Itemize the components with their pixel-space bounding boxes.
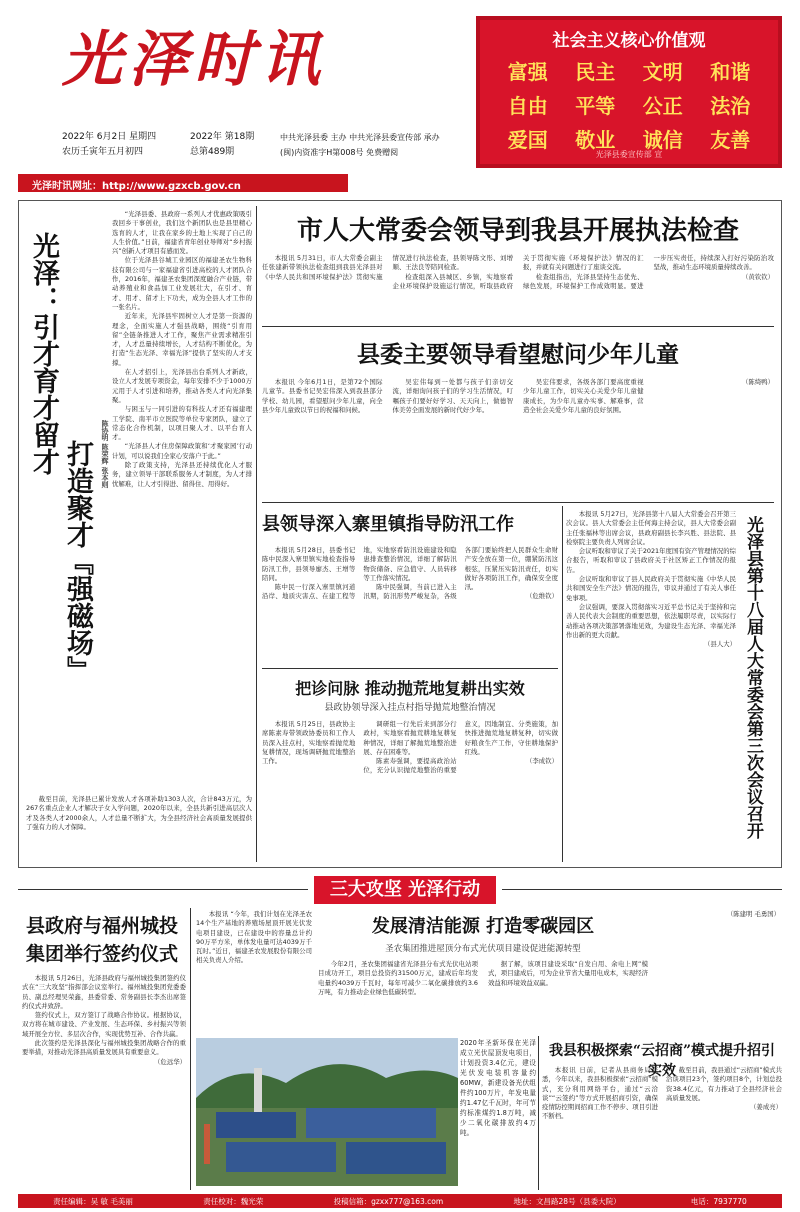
host-line: 中共光泽县委 主办 中共光泽县委宣传部 承办 (280, 133, 440, 142)
lunar-line: 农历壬寅年五月初四 (62, 147, 144, 157)
paragraph: 会议强调，要深入贯彻落实习近平总书记关于坚持和完善人民代表大会制度的重要思想，依法履职尽责，以实际行动推动各项决策部署落地见效，为建设生态光泽、幸福光泽作出新的更大贡献。 (566, 602, 736, 639)
paragraph: 检查组指出，光泽县坚持生态优先、绿色发展，环境保护工作成效明显。要进一步压实责任，持续深入打好污染防治攻坚战，推动生态环境质量持续改善。 (523, 254, 774, 290)
date-line: 2022年 6月2日 星期四 (62, 132, 157, 142)
core-value: 平等 (575, 94, 616, 118)
paragraph: 调研组一行先后来到部分行政村，实地察看抛荒耕地复耕复种情况，详细了解抛荒地整治进展、存在困难等。 (363, 720, 457, 756)
story8-headline: 我县积极探索“云招商”模式提升招引实效 (548, 1043, 776, 1079)
paragraph: 与困玉与一同引进的有科技人才还有福建理工学院、南平市立医院等单位专家团队，建立了常态化合作机制，以项目聚人才、以平台育人才。 (112, 405, 252, 442)
paragraph: 截至目前，光泽县已累计发放人才各项补助1303人次，合计843万元，为267名重点企业人才解决子女入学问题，2020年以来，全县共新引进高层次人才及各类人才2000余人，人才总量不断扩大，为全县经济社会高质量发展提供了强有力的人才保障。 (26, 795, 252, 831)
photo-caption: 2020年圣新环保在光泽成立光伏屋顶发电项目，计划投资3.4亿元，建设光伏发电装机容量约60MW，新建设备光伏组件约100万片，年发电量约1.47亿千瓦时，年可节约标准煤约1.8万吨，减少二氧化碳排放约4万吨。 (460, 1039, 536, 1137)
paragraph: 除了政策支持，光泽县还持续优化人才服务，建立领导干部联系服务人才制度，为人才排忧解难，让人才引得进、留得住、用得好。 (112, 461, 252, 488)
paragraph: 本报讯 5月31日，市人大常委会副主任张建新带领执法检查组到我县光泽县对《中华人民共和国环境保护法》贯彻实施情况进行执法检查，县领导陈文彤、刘增顺、王法良等陪同检查。 (262, 254, 513, 281)
date-block (62, 130, 182, 160)
story5-author: （县人大） (704, 640, 736, 649)
solar-park-photo (196, 1038, 458, 1186)
issue-block (190, 130, 270, 160)
paragraph: 会议听取和审议了关于2021年度国有资产管理情况的综合报告，听取和审议了县政府关于社区矫正工作情况的报告。 (566, 547, 736, 574)
publisher-block (280, 130, 470, 160)
left-story-body-bottom (26, 795, 252, 861)
paragraph: 本报讯 5月25日，县政协主席陈素寿带领政协委员和工作人员深入挂点村，实地察看抛荒地复耕情况，现场调研抛荒地整治工作。 (262, 720, 356, 766)
story7-subhead: 圣农集团推进屋顶分布式光伏项目建设促进能源转型 (385, 944, 581, 954)
campaign-banner: 三大攻坚 光泽行动 (314, 876, 496, 904)
column-divider (562, 506, 563, 862)
paragraph: 陈中民强调，当前已进入主汛期，防汛形势严峻复杂，各级各部门要始终把人民群众生命财产安全放在第一位，绷紧防汛这根弦，压紧压实防汛责任，切实做好各项防汛工作，确保安全度汛。 (363, 546, 558, 601)
story1-body (262, 254, 774, 322)
paragraph: 截至目前，我县通过“云招商”模式共洽谈项目23个，签约项目8个，计划总投资38.4亿元，有力推动了全县经济社会高质量发展。 (666, 1066, 782, 1102)
story6-headline: 县政府与福州城投集团举行签约仪式 (25, 915, 178, 965)
paragraph: 在人才招引上，光泽县出台系列人才新政，设立人才发展专项资金，每年安排不少于1000万元用于人才引进和培养，推动各类人才向光泽集聚。 (112, 368, 252, 404)
left-story-body (112, 210, 252, 790)
core-value: 民主 (575, 60, 616, 84)
story1-author: （黄钦钦） (742, 272, 774, 281)
core-values-grid (494, 56, 764, 153)
paragraph: 此次签约是光泽县深化与福州城投集团战略合作的重要举措，对推动光泽县高质量发展具有重要意义。 (22, 1039, 186, 1057)
story7-body-a (196, 910, 312, 1030)
footer-proofreader: 责任校对：魏光荣 (203, 1196, 264, 1206)
divider (262, 326, 774, 327)
divider (18, 889, 308, 890)
story6-author: （危远华） (154, 1057, 186, 1066)
story4-subhead: 县政协领导深入挂点村指导抛荒地整治情况 (324, 703, 496, 713)
story7-body-b (318, 960, 648, 1032)
story1-headline: 市人大常委会领导到我县开展执法检查 (296, 216, 739, 246)
story4-headline: 把诊问脉 推动抛荒地复耕出实效 (295, 679, 525, 698)
paragraph: 近年来，光泽县牢固树立人才是第一资源的理念，全面实施人才强县战略，围绕“引育用留”全链条推进人才工作，聚焦产业需求精准引才，人才总量持续增长，人才结构不断优化，为打造“生态光泽、幸福光泽”提供了坚实的人才支撑。 (112, 312, 252, 367)
core-value: 文明 (642, 60, 683, 84)
core-value: 法治 (710, 94, 751, 118)
story2-author: （陈绮鸭） (742, 378, 774, 386)
story7-author: （陈建明 毛勇国） (726, 910, 780, 918)
paragraph: 本报讯 日前，记者从县商务局获悉，今年以来，我县积极探索“云招商”模式，充分利用网络平台，通过“云洽谈”“云签约”等方式开展招商引资，确保疫情防控期间招商工作不停步、项目引进不断档。 (542, 1066, 658, 1121)
core-value: 富强 (507, 60, 548, 84)
paragraph: 位于光泽县谷城工业园区的福建圣农生物科技有限公司与一家福建省引进高校的人才团队合作，2016年，福建圣农集团深度融合产业链，带动养殖业和食品加工业发展壮大，在引才、育才、用才、留才上下功夫，成为全县人才工作的一张名片。 (112, 256, 252, 311)
paragraph: 检查组深入县城区、乡镇，实地察看企业环境保护设施运行情况，听取县政府关于贯彻实施《环境保护法》情况的汇报，并就有关问题进行了座谈交流。 (392, 254, 644, 290)
left-story-headline-a: 光泽：引才育才留才 (28, 232, 59, 475)
paragraph: 会议听取和审议了县人民政府关于贯彻实施《中华人民共和国安全生产法》情况的报告，审议并通过了有关人事任免事项。 (566, 575, 736, 602)
footer-phone: 电话：7937770 (690, 1196, 747, 1206)
story8-author: （姜成亮） (750, 1103, 782, 1112)
core-values-footer: 光泽县委宣传部 宣 (595, 150, 663, 159)
paragraph: 吴宏伟每到一处都与孩子们亲切交流，详细询问孩子们的学习生活情况，叮嘱孩子们要好好学习、天天向上，做德智体美劳全面发展的新时代好少年。 (392, 378, 513, 414)
paragraph: “光泽县人才住房保障政策和‘才聚家园’行动计划，可以说我们全家心安落户于此。” (112, 442, 252, 460)
column-divider (190, 908, 191, 1190)
paragraph: 本报讯 “今年，我们计划在光泽圣农14个生产基地的养殖场屋顶开展光伏发电项目建设，已在建设中的容量总计约90万平方米，单体发电量可达4039万千瓦时。”近日，福建圣农发展股份有限公司相关负责人介绍。 (196, 910, 312, 965)
paragraph: 本报讯 5月27日，光泽县第十八届人大常委会召开第三次会议。县人大常委会主任何海主持会议，县人大常委会副主任张福林等出席会议，县政府副县长李兴胜、县法院、县检察院主要负责人列席会议。 (566, 510, 736, 546)
paragraph: 今年2月，圣农集团福建省光泽县分布式光伏电站项目成功开工，项目总投资约31500万元，建成后年均发电量约4039万千瓦时，每年可减少二氧化碳排放约3.6万吨，有力推动企业绿色低碳转型。 (318, 960, 478, 996)
story8-body (542, 1066, 782, 1190)
solar-park-illustration (196, 1038, 458, 1186)
paragraph: 据了解，该项目建设采取“自发自用、余电上网”模式，项目建成后，可为企业节省大量用电成本，实现经济效益和环境效益双赢。 (488, 960, 648, 987)
footer-bar (18, 1194, 782, 1208)
paragraph: 陈素寿强调，要提高政治站位，充分认识抛荒地整治的重要意义，因地制宜、分类施策，加快推进抛荒地复耕复种，切实做好粮食生产工作，守住耕地保护红线。 (363, 720, 558, 775)
story4-author: （李成钦） (526, 757, 558, 766)
core-value: 敬业 (575, 128, 616, 152)
core-value: 自由 (507, 94, 548, 118)
core-value: 诚信 (642, 128, 683, 152)
footer-email[interactable]: 投稿信箱：gzxx777@163.com (333, 1196, 444, 1206)
core-value: 爱国 (507, 128, 548, 152)
story4-body (262, 720, 558, 860)
story3-headline: 县领导深入寨里镇指导防汛工作 (262, 514, 514, 535)
left-story-byline: 陈协明 陈荣辉 张本则 (101, 420, 110, 488)
column-divider (538, 1036, 539, 1190)
core-values-title: 社会主义核心价值观 (552, 31, 706, 51)
divider (262, 668, 558, 669)
issue-line: 2022年 第18期 (190, 132, 255, 142)
registration-line: (闽)内资准字H第008号 免费赠阅 (280, 148, 399, 157)
story3-body (262, 546, 558, 664)
paragraph: 陈中民一行深入寨里镇河道沿岸、地质灾害点、在建工程等地，实地察看防汛设施建设和隐患排查整治情况，详细了解防汛物资储备、应急值守、人员转移等工作落实情况。 (262, 546, 457, 601)
newspaper-title: 光泽时讯 (62, 25, 326, 95)
footer-address: 地址：文昌路28号（县委大院） (513, 1196, 621, 1206)
paragraph: 签约仪式上，双方签订了战略合作协议。根据协议，双方将在城市建设、产业发展、生态环保、乡村振兴等领域开展全方位、多层次合作，实现优势互补、合作共赢。 (22, 1011, 186, 1038)
story7-body-c (652, 910, 780, 1028)
core-values-box (476, 16, 782, 168)
core-value: 公正 (642, 94, 683, 118)
paragraph: “光泽县委、县政府一系列人才优惠政策吸引我回乡干事创业，我们这个新团队也是县里精心选育的人才，让我在家乡的土地上实现了自己的人生价值。”日前，福建省青年创业导师对“乡村振兴”创新人才项目有感而发。 (112, 210, 252, 256)
story5-headline: 光泽县第十八届人大常委会第三次会议召开 (743, 516, 763, 839)
story7-headline: 发展清洁能源 打造零碳园区 (371, 916, 595, 937)
story5-body (566, 510, 736, 862)
total-issue-line: 总第489期 (190, 147, 235, 157)
paragraph: 本报讯 5月28日，县委书记陈中民深入寨里镇实地检查指导防汛工作，县领导廖杰、王增等陪同。 (262, 546, 356, 582)
paragraph: 本报讯 5月26日，光泽县政府与福州城投集团签约仪式在“三大攻坚”指挥部会议室举行。福州城投集团党委委员、副总经理吴荣鑫，县委常委、常务副县长李杰出席签约仪式并致辞。 (22, 974, 186, 1010)
story2-headline: 县委主要领导看望慰问少年儿童 (357, 341, 679, 368)
footer-editor: 责任编辑：吴 敏 毛美丽 (53, 1196, 133, 1206)
story2-body (262, 378, 774, 498)
core-value: 和谐 (710, 60, 751, 84)
divider (502, 889, 782, 890)
divider (262, 502, 774, 503)
column-divider (256, 206, 257, 862)
paragraph: 吴宏伟要求，各级各部门要高度重视少年儿童工作，切实关心关爱少年儿童健康成长，为少年儿童办实事、解难事，营造全社会关爱少年儿童的良好氛围。 (523, 378, 644, 414)
story3-author: （危维钦） (526, 592, 558, 601)
story6-body (22, 974, 186, 1190)
website-bar (18, 174, 782, 192)
left-story-headline-b: 打造聚才『强磁场』 (62, 440, 93, 683)
paragraph: 本报讯 今年6月1日，是第72个国际儿童节。县委书记吴宏伟深入到我县部分学校、幼儿园，看望慰问少年儿童，向全县少年儿童致以节日的祝福和问候。 (262, 378, 383, 414)
core-value: 友善 (710, 128, 751, 152)
website-url[interactable]: 光泽时讯网址：http://www.gzxcb.gov.cn (32, 181, 241, 192)
